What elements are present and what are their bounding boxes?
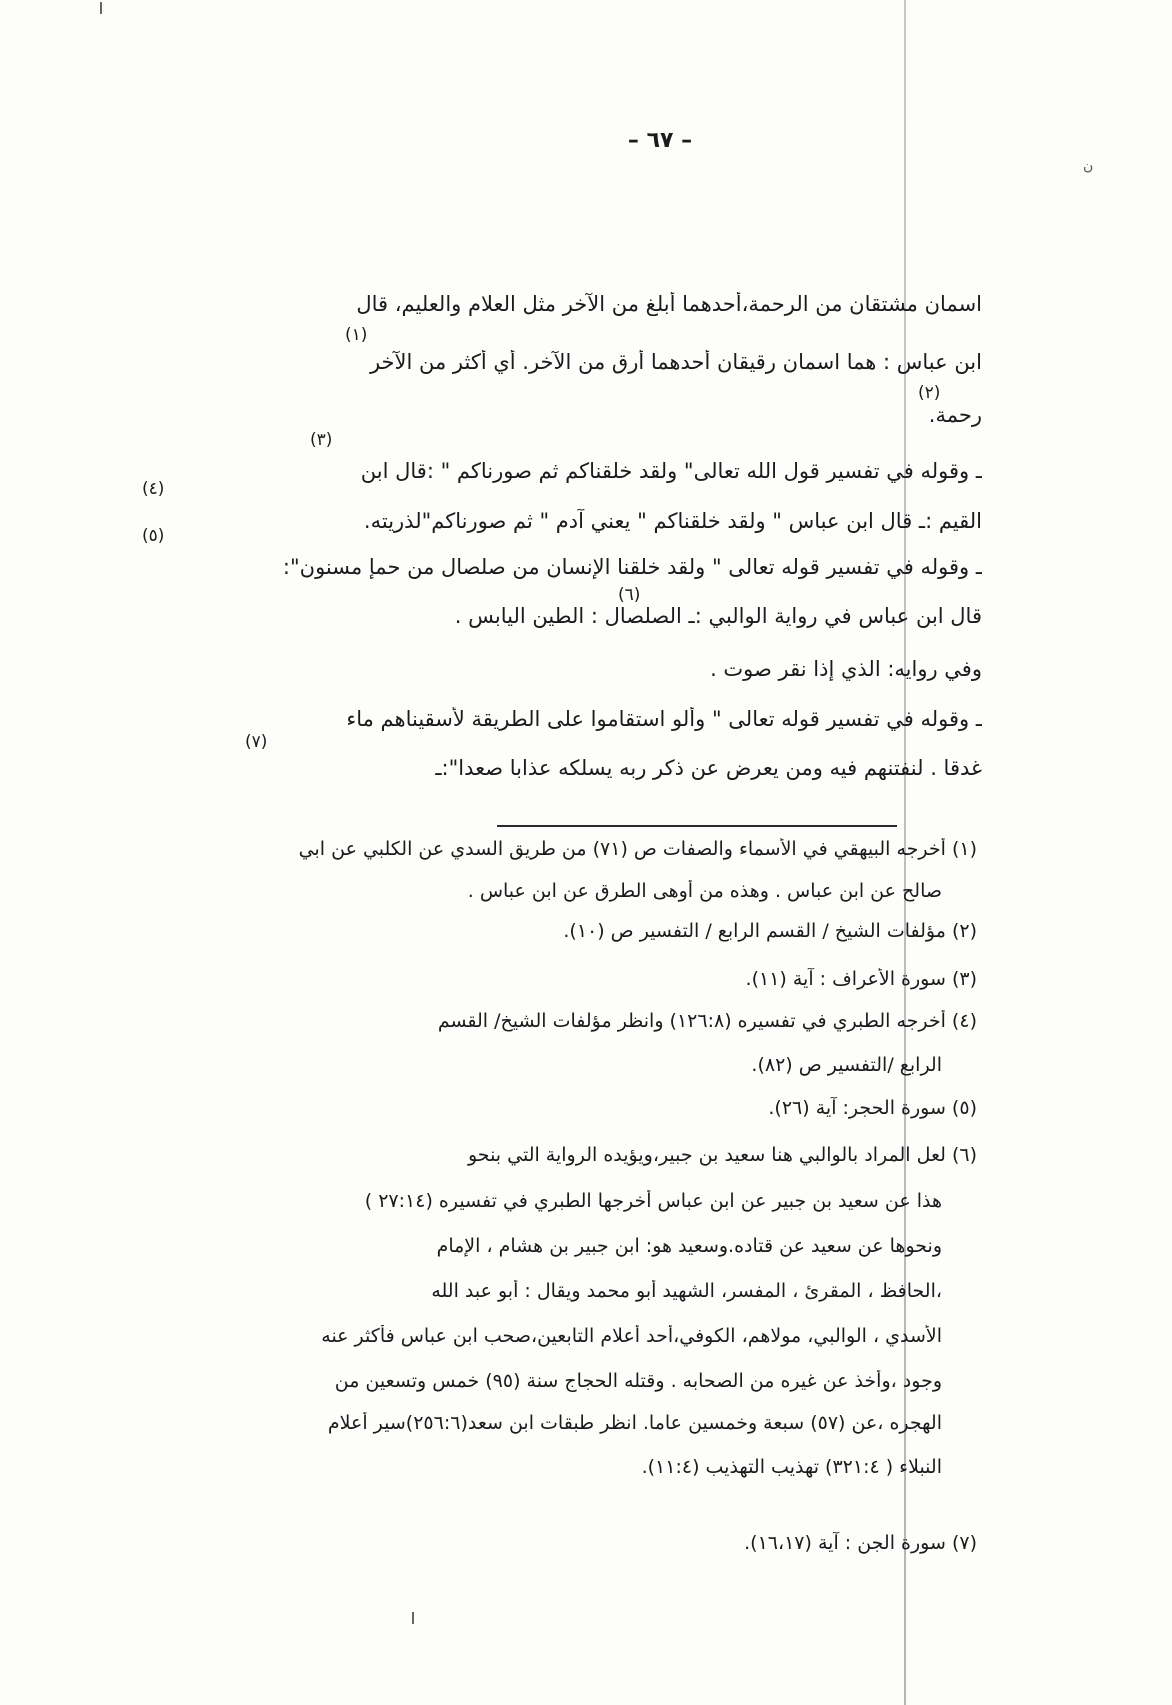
body-line: اسمان مشتقان من الرحمة،أحدهما أبلغ من الآخر مثل العلام والعليم، قال: [356, 292, 982, 316]
footnote-line: الأسدي ، الوالبي، مولاهم، الكوفي،أحد أعلام التابعين،صحب ابن عباس فأكثر عنه: [321, 1325, 942, 1347]
footnote-line: هذا عن سعيد بن جبير عن ابن عباس أخرجها الطبري في تفسيره (٢٧:١٤ ): [364, 1190, 942, 1212]
footnote-line: (٥) سورة الحجر: آية (٢٦).: [768, 1097, 977, 1119]
footnote-line: صالح عن ابن عباس . وهذه من أوهى الطرق عن ابن عباس .: [467, 880, 942, 902]
ref-marker: (٢): [918, 383, 941, 403]
footnote-line: (١) أخرجه البيهقي في الأسماء والصفات ص (٧١) من طريق السدي عن الكلبي عن ابي: [298, 838, 977, 860]
footnote-line: ونحوها عن سعيد عن قتاده.وسعيد هو: ابن جبير بن هشام ، الإمام: [436, 1235, 942, 1257]
footnote-line: (٤) أخرجه الطبري في تفسيره (١٢٦:٨) وانظر مؤلفات الشيخ/ القسم: [437, 1010, 977, 1032]
body-line: وفي روايه: الذي إذا نقر صوت .: [710, 657, 982, 681]
margin-mark: ن: [1083, 158, 1094, 174]
body-line: رحمة.: [928, 403, 982, 427]
ref-marker: (١): [345, 325, 368, 345]
body-line: ـ وقوله في تفسير قوله تعالى " ولقد خلقنا الإنسان من صلصال من حمإ مسنون":: [282, 555, 982, 579]
footnote-separator: [497, 825, 897, 827]
body-line: ـ وقوله في تفسير قول الله تعالى" ولقد خلقناكم ثم صورناكم " :قال ابن: [360, 459, 982, 483]
scan-mark: [100, 2, 102, 14]
body-line: غدقا . لنفتنهم فيه ومن يعرض عن ذكر ربه يسلكه عذابا صعدا":ـ: [435, 756, 982, 780]
ref-marker: (٥): [142, 526, 165, 546]
scan-mark: [412, 1612, 414, 1624]
ref-marker: (٧): [245, 732, 268, 752]
ref-marker: (٦): [618, 585, 641, 605]
body-line: قال ابن عباس في رواية الوالبي :ـ الصلصال : الطين اليابس .: [454, 604, 982, 628]
footnote-line: وجود ،وأخذ عن غيره من الصحابه . وقتله الحجاج سنة (٩٥) خمس وتسعين من: [334, 1370, 942, 1392]
ref-marker: (٣): [310, 430, 333, 450]
footnote-line: (٢) مؤلفات الشيخ / القسم الرابع / التفسير ص (١٠).: [563, 920, 977, 942]
body-line: ـ وقوله في تفسير قوله تعالى " وألو استقاموا على الطريقة لأسقيناهم ماء: [346, 707, 982, 731]
footnote-line: (٣) سورة الأعراف : آية (١١).: [745, 968, 977, 990]
footnote-line: النبلاء ( ٣٢١:٤) تهذيب التهذيب (١١:٤).: [641, 1456, 942, 1478]
footnote-line: الهجره ،عن (٥٧) سبعة وخمسين عاما. انظر طبقات ابن سعد(٢٥٦:٦)سير أعلام: [327, 1412, 942, 1434]
page-number: – ٦٧ –: [627, 128, 693, 153]
footnote-line: الرابع /التفسير ص (٨٢).: [751, 1054, 942, 1076]
body-line: ابن عباس : هما اسمان رقيقان أحدهما أرق من الآخر. أي أكثر من الآخر: [369, 350, 982, 374]
ref-marker: (٤): [142, 479, 165, 499]
footnote-line: (٧) سورة الجن : آية (١٦،١٧).: [744, 1532, 977, 1554]
body-line: القيم :ـ قال ابن عباس " ولقد خلقناكم " يعني آدم " ثم صورناكم"لذريته.: [363, 509, 982, 533]
footnote-line: (٦) لعل المراد بالوالبي هنا سعيد بن جبير،ويؤيده الرواية التي بنحو: [467, 1144, 977, 1166]
footnote-line: ،الحافظ ، المقرئ ، المفسر، الشهيد أبو محمد ويقال : أبو عبد الله: [431, 1280, 942, 1302]
